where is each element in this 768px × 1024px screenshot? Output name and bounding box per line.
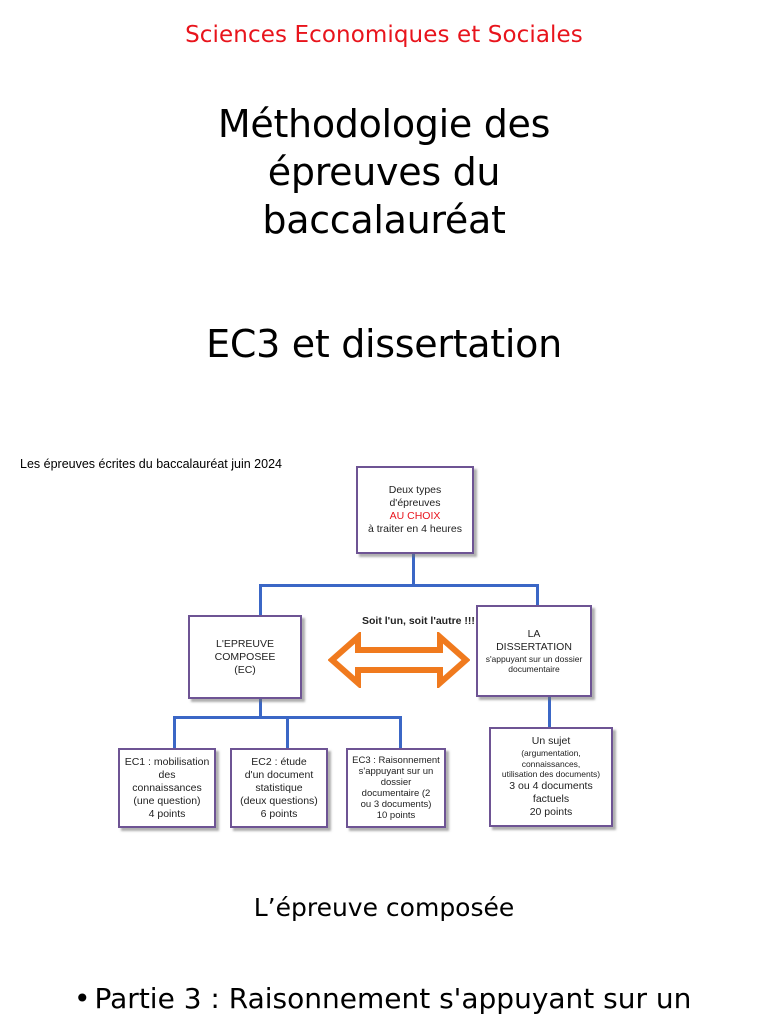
sujet-line-3: utilisation des documents) bbox=[501, 769, 601, 780]
ec-box-line-1: L'EPREUVE bbox=[215, 637, 275, 650]
connector-ec-vertical bbox=[259, 697, 262, 718]
connector-ec2-drop bbox=[286, 716, 289, 748]
epreuve-composee-box bbox=[188, 615, 302, 699]
bullet-item bbox=[74, 982, 691, 1015]
ec3-line-4: documentaire (2 bbox=[361, 788, 431, 799]
connector-ec3-drop bbox=[399, 716, 402, 748]
sujet-line-4: 3 ou 4 documents bbox=[509, 779, 593, 792]
connector-top-vertical bbox=[412, 552, 415, 585]
au-choix-highlight: AU CHOIX bbox=[389, 510, 441, 522]
dissertation-line-1: LA bbox=[527, 627, 541, 640]
exam-structure-diagram bbox=[16, 452, 736, 842]
ec2-points: 6 points bbox=[260, 807, 298, 820]
ec-box-line-3: (EC) bbox=[234, 663, 256, 676]
connector-dissertation-vertical bbox=[548, 696, 551, 728]
ec3-line-1: EC3 : Raisonnement bbox=[352, 755, 440, 766]
section-title: L’épreuve composée bbox=[253, 893, 515, 922]
top-box-line-1: Deux types bbox=[388, 484, 442, 496]
connector-top-horizontal bbox=[259, 584, 539, 587]
top-box-line-2: d'épreuves bbox=[389, 497, 441, 509]
ec3-line-3: dossier bbox=[380, 777, 412, 788]
connector-right-drop bbox=[536, 584, 539, 606]
document-subtitle: EC3 et dissertation bbox=[206, 322, 562, 366]
ec1-line-2: des bbox=[158, 768, 176, 781]
dissertation-sujet-box bbox=[489, 727, 613, 827]
sujet-line-5: factuels bbox=[532, 792, 570, 805]
ec1-line-4: (une question) bbox=[133, 794, 201, 807]
title-line-3: baccalauréat bbox=[262, 198, 506, 242]
ec2-line-2: d'un document bbox=[244, 768, 314, 781]
connector-left-drop bbox=[259, 584, 262, 616]
ec-box-line-2: COMPOSEE bbox=[214, 650, 276, 663]
ec3-points: 10 points bbox=[376, 810, 416, 821]
dissertation-line-4: documentaire bbox=[508, 664, 560, 674]
ec2-box bbox=[230, 748, 328, 828]
dissertation-box bbox=[476, 605, 592, 697]
title-line-2: épreuves du bbox=[267, 150, 501, 194]
ec3-box bbox=[346, 748, 446, 828]
epreuves-types-box bbox=[356, 466, 474, 554]
document-title bbox=[0, 100, 768, 244]
subject-heading: Sciences Economiques et Sociales bbox=[185, 22, 583, 48]
figure-caption: Les épreuves écrites du baccalauréat juin 2024 bbox=[20, 457, 282, 471]
bullet-icon: • bbox=[74, 982, 91, 1015]
ec2-line-3: statistique bbox=[255, 781, 303, 794]
dissertation-line-3: s'appuyant sur un dossier bbox=[485, 653, 583, 664]
title-line-1: Méthodologie des bbox=[217, 102, 551, 146]
dissertation-line-2: DISSERTATION bbox=[496, 640, 572, 653]
ec2-line-4: (deux questions) bbox=[240, 794, 318, 807]
sujet-line-2: (argumentation, connaissances, bbox=[521, 748, 581, 769]
ec1-line-3: connaissances bbox=[132, 781, 202, 794]
sujet-points: 20 points bbox=[529, 805, 573, 818]
ec1-line-1: EC1 : mobilisation bbox=[124, 755, 210, 768]
ec1-box bbox=[118, 748, 216, 828]
connector-ec1-drop bbox=[173, 716, 176, 748]
top-box-line-4: à traiter en 4 heures bbox=[368, 523, 462, 535]
ec3-line-2: s'appuyant sur un bbox=[358, 766, 434, 777]
ec2-line-1: EC2 : étude bbox=[251, 755, 307, 768]
choice-label: Soit l'un, soit l'autre !!! bbox=[362, 615, 475, 627]
double-arrow-icon bbox=[328, 632, 470, 688]
bullet-text: Partie 3 : Raisonnement s'appuyant sur un bbox=[94, 982, 692, 1015]
ec3-line-5: ou 3 documents) bbox=[360, 799, 432, 810]
ec1-points: 4 points bbox=[148, 807, 186, 820]
sujet-line-1: Un sujet bbox=[531, 735, 571, 748]
